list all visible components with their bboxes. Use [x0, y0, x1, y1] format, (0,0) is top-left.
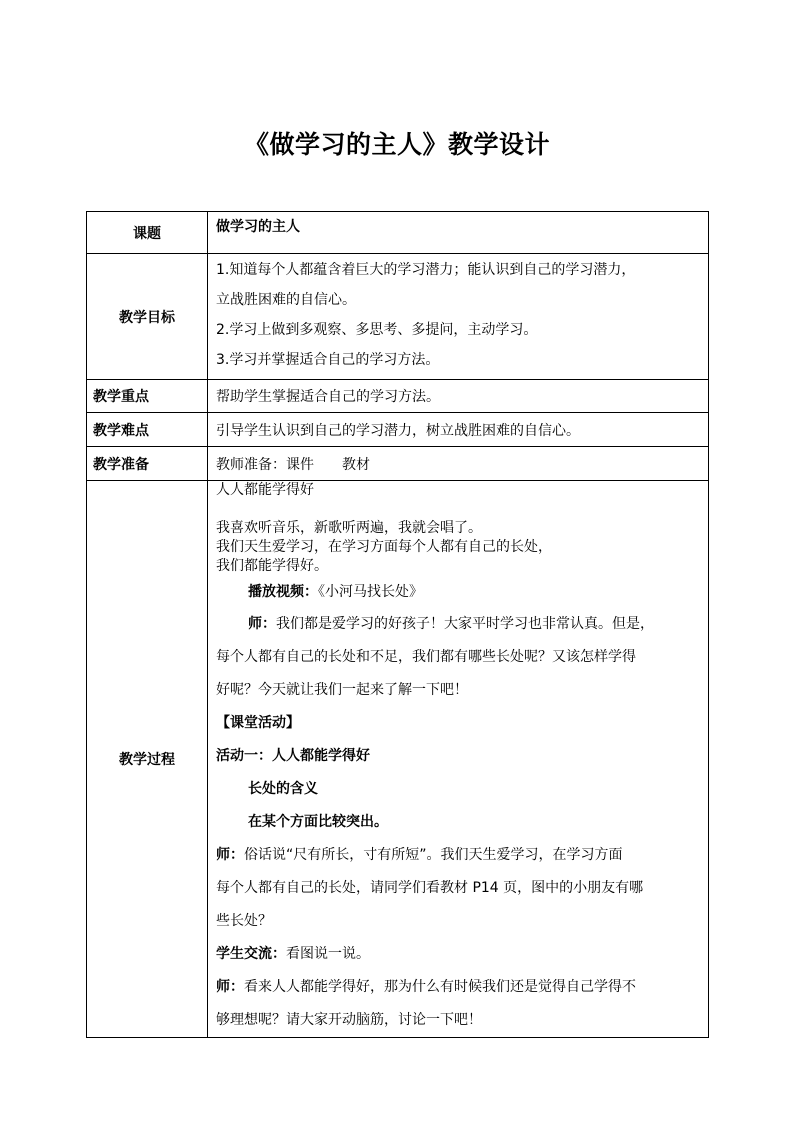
video-title: 《小河马找长处》 — [318, 584, 423, 600]
activity-one-heading: 活动一：人人都能学得好 — [216, 748, 370, 764]
process-cell — [208, 481, 709, 1038]
key-points-cell — [208, 380, 709, 413]
video-label: 播放视频： — [248, 584, 318, 600]
meaning-heading: 长处的含义 — [248, 781, 318, 797]
teacher-intro-line-2: 每个人都有自己的长处和不足，我们都有哪些长处呢？又该怎样学得 — [216, 649, 636, 665]
table-row-process — [87, 481, 709, 1038]
teacher-intro-line-1 — [216, 608, 702, 641]
song-line-2: 我们天生爱学习，在学习方面每个人都有自己的长处， — [216, 539, 552, 555]
teacher-intro-text-1: 我们都是爱学习的好孩子！大家平时学习也非常认真。但是， — [276, 616, 654, 632]
song-title: 人人都能学得好 — [216, 482, 314, 498]
teacher-label: 师： — [248, 616, 276, 632]
table-row-preparation — [87, 447, 709, 481]
song-line-1: 我喜欢听音乐，新歌听两遍，我就会唱了。 — [216, 520, 482, 536]
topic-label: 课题 — [87, 212, 208, 254]
teacher-question-line-2: 够理想呢？请大家开动脑筋，讨论一下吧！ — [216, 1012, 482, 1028]
process-label: 教学过程 — [87, 481, 208, 1038]
table-row-goals — [87, 254, 709, 380]
lesson-plan-table — [86, 211, 709, 1038]
topic-value — [208, 212, 709, 254]
preparation-text: 教师准备：课件 教材 — [216, 456, 370, 473]
goal-line-4: 3.学习并掌握适合自己的学习方法。 — [216, 352, 440, 368]
difficulties-text: 引导学生认识到自己的学习潜力，树立战胜困难的自信心。 — [216, 422, 580, 439]
song-line-3: 我们都能学得好。 — [216, 558, 328, 574]
goal-line-3: 2.学习上做到多观察、多思考、多提问，主动学习。 — [216, 322, 538, 338]
teacher-quote-line-1 — [216, 839, 702, 872]
table-row-key-points — [87, 380, 709, 413]
table-row-topic — [87, 212, 709, 254]
student-label: 学生交流： — [216, 946, 286, 962]
video-line — [216, 576, 702, 608]
goals-cell — [208, 254, 709, 380]
teacher-intro-line-3: 好呢？今天就让我们一起来了解一下吧！ — [216, 682, 468, 698]
student-text: 看图说一说。 — [286, 946, 370, 962]
goals-label: 教学目标 — [87, 254, 208, 380]
teacher-quote-text-1: 俗话说“尺有所长，寸有所短”。我们天生爱学习，在学习方面 — [244, 847, 623, 863]
class-activity-heading: 【课堂活动】 — [216, 715, 300, 731]
teacher-quote-line-3: 些长处？ — [216, 913, 272, 929]
page-title: 《做学习的主人》教学设计 — [243, 130, 550, 159]
preparation-cell — [208, 447, 709, 481]
key-points-label: 教学重点 — [87, 380, 208, 413]
goal-line-1: 1.知道每个人都蕴含着巨大的学习潜力；能认识到自己的学习潜力， — [216, 262, 636, 278]
topic-text: 做学习的主人 — [216, 219, 300, 235]
meaning-text: 在某个方面比较突出。 — [248, 814, 388, 830]
difficulties-cell — [208, 413, 709, 447]
teacher-quote-line-2: 每个人都有自己的长处，请同学们看教材 P14 页，图中的小朋友有哪 — [216, 880, 644, 896]
student-line — [216, 938, 702, 971]
difficulties-label: 教学难点 — [87, 413, 208, 447]
teacher-label-2: 师： — [216, 847, 244, 863]
teacher-question-line-1 — [216, 971, 702, 1004]
table-row-difficulties — [87, 413, 709, 447]
goal-line-2: 立战胜困难的自信心。 — [216, 292, 356, 308]
preparation-label: 教学准备 — [87, 447, 208, 481]
teacher-question-text-1: 看来人人都能学得好，那为什么有时候我们还是觉得自己学得不 — [244, 979, 636, 995]
key-points-text: 帮助学生掌握适合自己的学习方法。 — [216, 389, 440, 405]
teacher-label-3: 师： — [216, 979, 244, 995]
